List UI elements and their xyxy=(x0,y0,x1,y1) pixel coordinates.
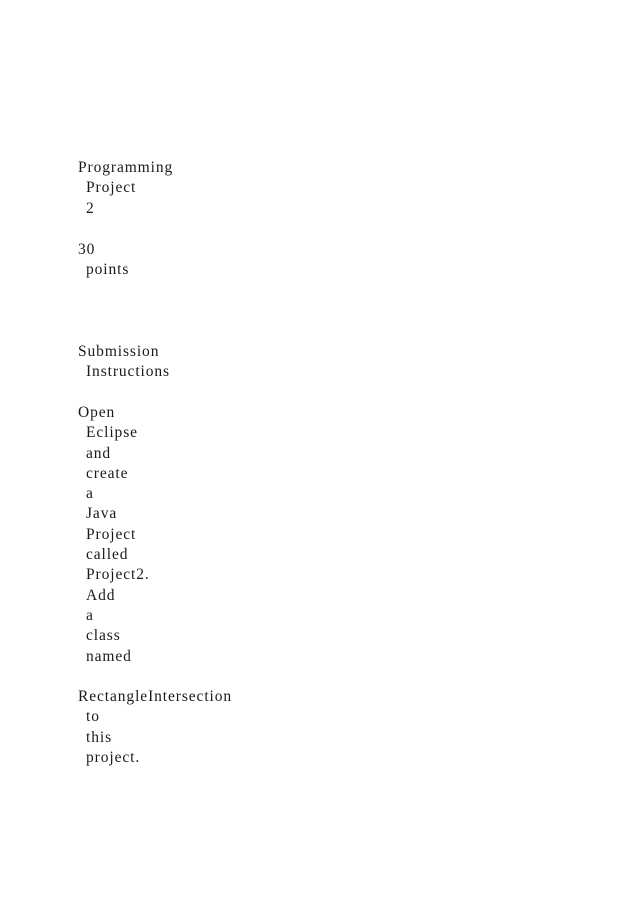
instruction-line: named xyxy=(86,647,132,665)
class-name-line: to xyxy=(86,708,100,726)
class-name-paragraph xyxy=(78,687,232,768)
instruction-line: Java xyxy=(86,505,118,523)
instruction-line: Project xyxy=(86,525,137,543)
instruction-line: Open xyxy=(78,404,116,421)
class-name: RectangleIntersection xyxy=(78,688,233,705)
instruction-line: Eclipse xyxy=(86,424,138,442)
instruction-line: a xyxy=(86,485,94,503)
class-name-line: project. xyxy=(86,748,141,766)
points-value xyxy=(78,240,129,281)
heading-line: Submission xyxy=(78,343,160,360)
instruction-paragraph xyxy=(78,403,150,667)
heading-line: Instructions xyxy=(86,363,170,381)
points-line: 30 xyxy=(78,241,96,258)
instruction-line: class xyxy=(86,627,121,645)
instruction-line: Add xyxy=(86,586,116,604)
title-line: Programming xyxy=(78,159,174,176)
title-line: 2 xyxy=(86,199,95,217)
points-line: points xyxy=(86,261,130,279)
submission-heading xyxy=(78,342,170,383)
instruction-line: create xyxy=(86,464,129,482)
project-title xyxy=(78,158,173,219)
title-line: Project xyxy=(86,179,137,197)
instruction-line: and xyxy=(86,444,112,462)
class-name-line: this xyxy=(86,728,112,746)
instruction-line: a xyxy=(86,606,94,624)
instruction-line: called xyxy=(86,546,129,564)
instruction-line: Project2. xyxy=(86,566,150,584)
